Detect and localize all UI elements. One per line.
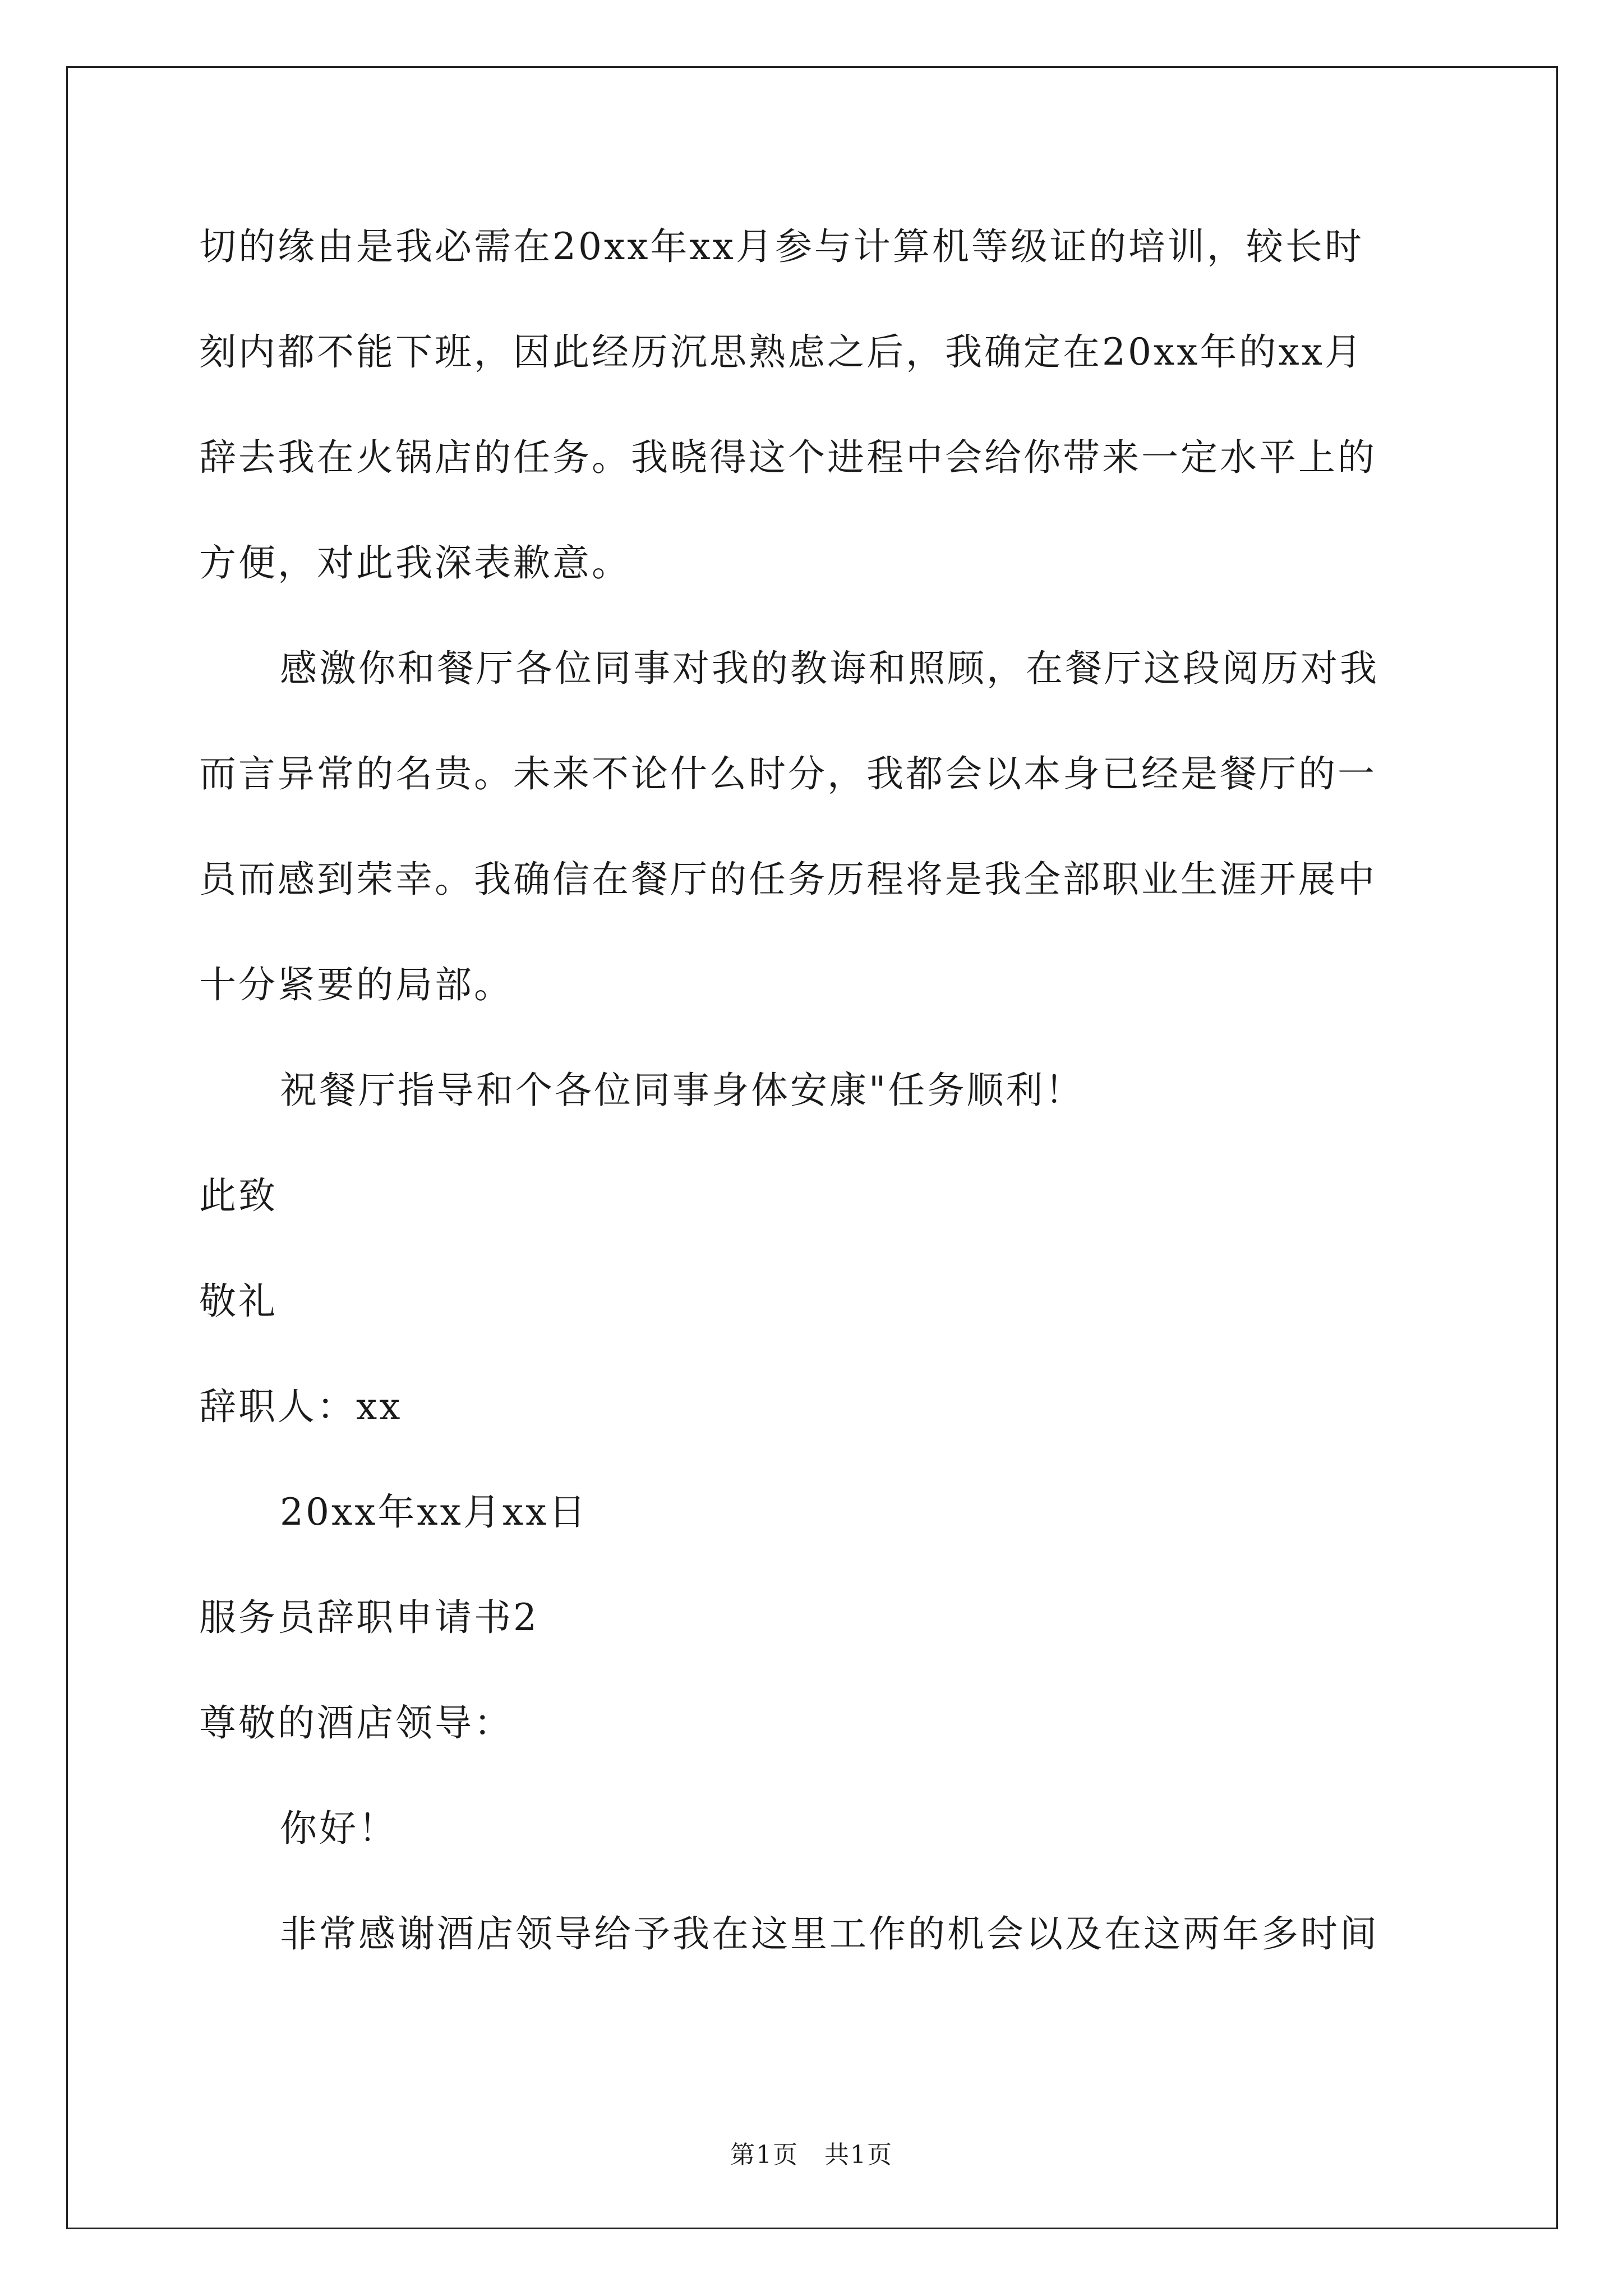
paragraph-line: 切的缘由是我必需在20xx年xx月参与计算机等级证的培训，较长时: [199, 225, 1364, 268]
paragraph-line: 十分紧要的局部。: [199, 963, 513, 1006]
date-line: 20xx年xx月xx日: [280, 1490, 588, 1534]
document-body: [199, 220, 1436, 1961]
paragraph-line: 方便，对此我深表歉意。: [199, 541, 631, 585]
paragraph-line: 感激你和餐厅各位同事对我的教诲和照顾，在餐厅这段阅历对我: [280, 647, 1379, 690]
paragraph-1: [199, 220, 1436, 590]
paragraph-line: 而言异常的名贵。未来不论什么时分，我都会以本身已经是餐厅的一: [199, 752, 1377, 795]
paragraph-line: 辞去我在火锅店的任务。我晓得这个进程中会给你带来一定水平上的: [199, 436, 1377, 479]
signature-line: 辞职人：xx: [199, 1385, 403, 1428]
paragraph-3-first-line: 非常感谢酒店领导给予我在这里工作的机会以及在这两年多时间: [280, 1912, 1379, 1955]
paragraph-2: [199, 642, 1436, 1012]
page-number-current: 第1页: [730, 2141, 799, 2169]
paragraph-line: 刻内都不能下班，因此经历沉思熟虑之后，我确定在20xx年的xx月: [199, 330, 1364, 374]
section-title: 服务员辞职申请书2: [199, 1596, 539, 1639]
closing-jingli: 敬礼: [199, 1280, 278, 1323]
wish-line: 祝餐厅指导和个各位同事身体安康"任务顺利！: [280, 1069, 1085, 1112]
page-number-total: 共1页: [824, 2141, 893, 2169]
closing-cizhi: 此致: [199, 1174, 278, 1217]
page-footer: [0, 2138, 1623, 2172]
salutation: 尊敬的酒店领导：: [199, 1701, 513, 1745]
paragraph-line: 员而感到荣幸。我确信在餐厅的任务历程将是我全部职业生涯开展中: [199, 858, 1377, 901]
greeting: 你好！: [280, 1807, 398, 1850]
